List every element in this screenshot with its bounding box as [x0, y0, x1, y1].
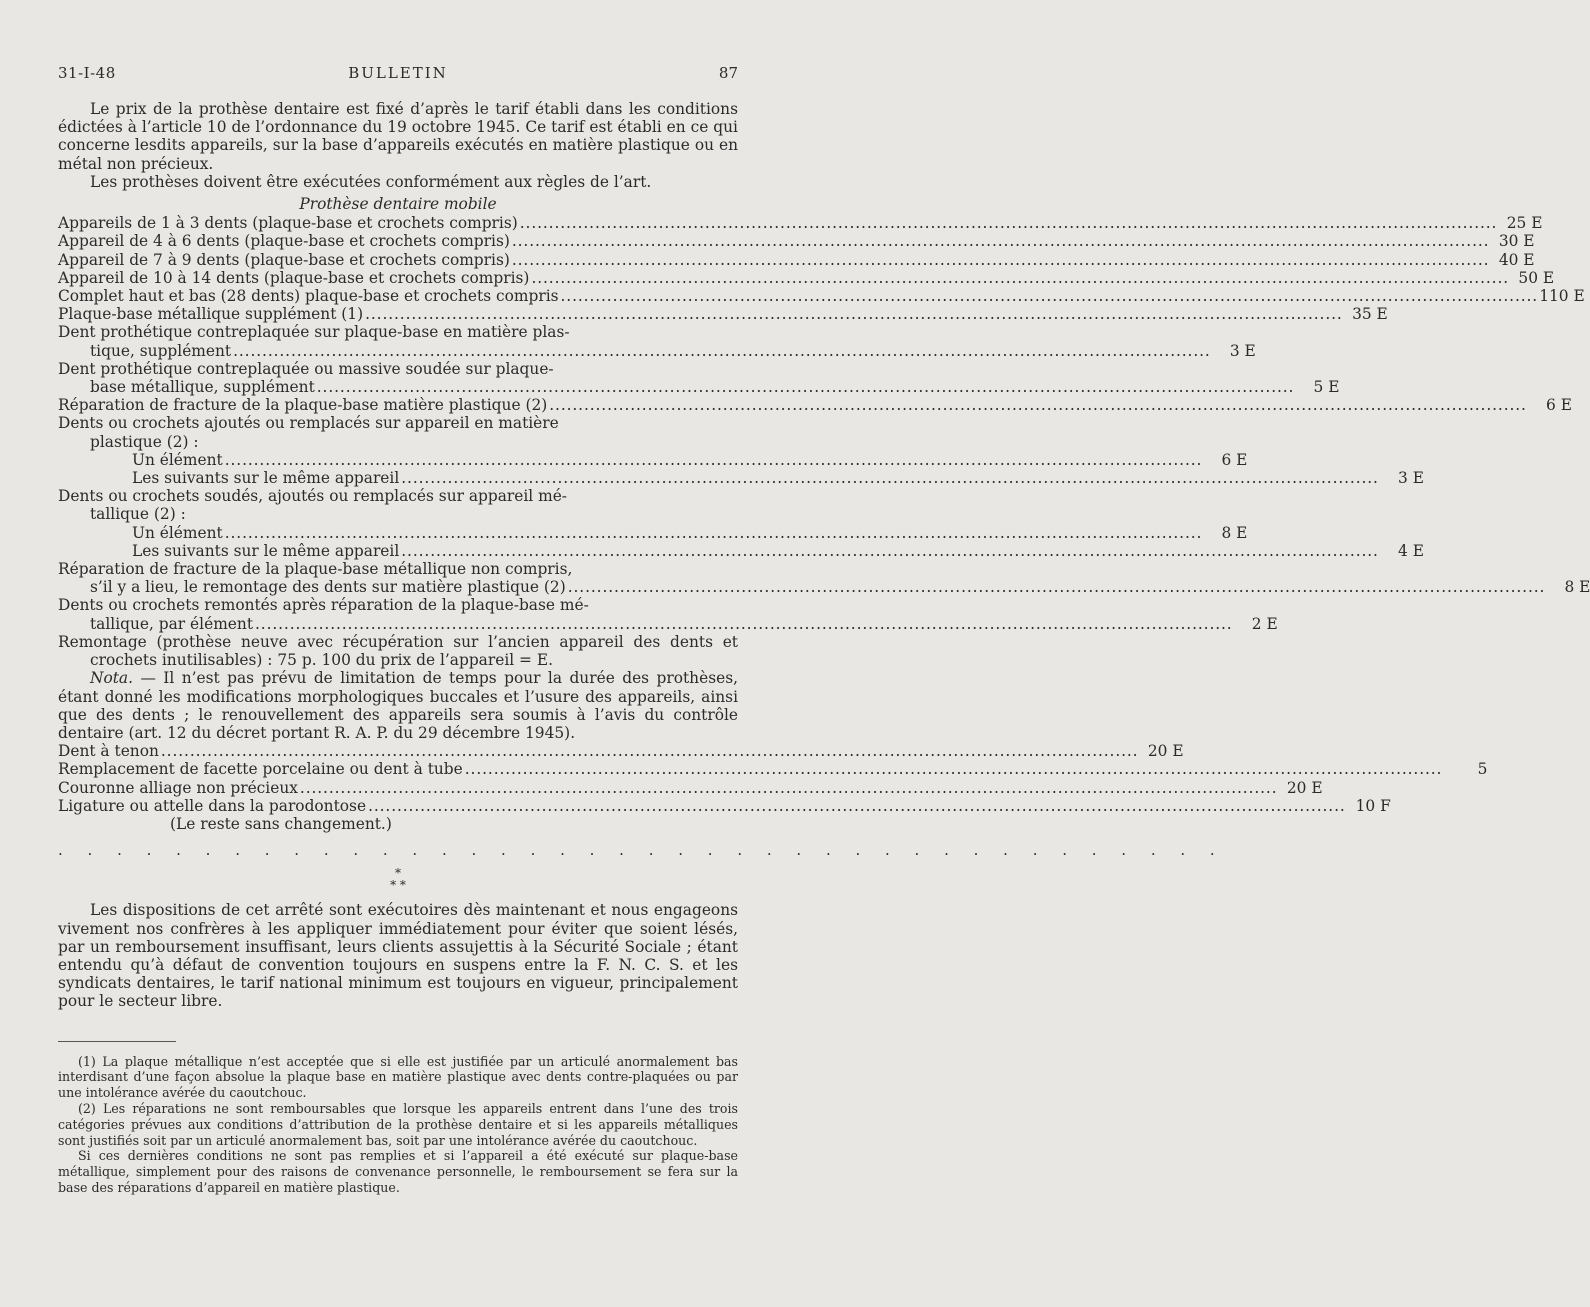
tariff-row: [58, 378, 1340, 397]
tariff-entry: [58, 323, 1256, 360]
tariff-label: Dent prothétique contreplaquée sur plaque-base en matière plas-: [58, 323, 570, 342]
tariff-label: Dents ou crochets soudés, ajoutés ou remplacés sur appareil mé-: [58, 487, 568, 506]
tariff-price: 5: [1477, 760, 1488, 779]
tariff-label: Les suivants sur le même appareil: [132, 469, 400, 488]
tariff-price: 8 E: [1564, 578, 1590, 597]
tariff-label: Couronne alliage non précieux: [58, 778, 298, 797]
tariff-price: 110 E: [1539, 287, 1585, 306]
footnote: (1) La plaque métallique n’est acceptée que si elle est justifiée par un articulé anormalement bas interdisant d’une façon absolue la plaque base en matière plastique avec dents contre-plaquées ou par une intolérance avérée du caoutchouc.: [58, 1053, 738, 1101]
remontage-entry: Remontage (prothèse neuve avec récupération sur l’ancien appareil des dents et crochets inutilisables) : 75 p. 100 du prix de l’appareil = E.: [58, 632, 738, 670]
nota-paragraph: [58, 669, 738, 742]
tariff-row: [58, 614, 1278, 633]
tariff-label: Un élément: [132, 450, 223, 469]
tariff-label: Ligature ou attelle dans la parodontose: [58, 796, 367, 815]
tariff-row: [58, 341, 1256, 360]
tariff-row: [58, 578, 1590, 597]
tariff-row: [58, 232, 1535, 251]
footnote-rule: [58, 1041, 176, 1042]
tariff-row: [58, 523, 1248, 542]
footnote: Si ces dernières conditions ne sont pas remplies et si l’appareil a été exécuté sur plaque-base métallique, simplement pour des raisons de convenance personnelle, le remboursement se fera sur la base des réparations d’appareil en matière plastique.: [58, 1148, 738, 1195]
tariff-label: tallique (2) :: [90, 505, 186, 524]
tariff-label: Les suivants sur le même appareil: [132, 541, 400, 560]
tariff-list: [58, 214, 1590, 670]
tariff-price: 20 E: [1147, 742, 1184, 761]
tariff-price: 5 E: [1313, 378, 1340, 397]
tariff-label: Appareils de 1 à 3 dents (plaque-base et crochets compris): [58, 214, 518, 233]
tariff-label: Réparation de fracture de la plaque-base matière plastique (2): [58, 396, 548, 415]
tariff-price: 3 E: [1398, 469, 1424, 488]
tariff-price: 50 E: [1518, 268, 1555, 287]
tariff-row: [58, 778, 1323, 797]
tariff-row: [58, 450, 1248, 469]
tariff-label: Complet haut et bas (28 dents) plaque-base et crochets compris: [58, 287, 559, 306]
tariff-label: tallique, par élément: [90, 614, 253, 633]
nota-text: — Il n’est pas prévu de limitation de temps pour la durée des prothèses, étant donné les modifications morphologiques buccales et l’usure des appareils, ainsi que des dents ; le renouvellement des appareils sera soumis à l’avis du contrôle dentaire (art. 12 du décret portant R. A. P. du 29 décembre 1945).: [58, 669, 738, 742]
section-subtitle: Prothèse dentaire mobile: [299, 195, 497, 214]
tariff-label: Appareil de 4 à 6 dents (plaque-base et crochets compris): [58, 232, 510, 251]
tariff-price: 10 F: [1355, 796, 1391, 815]
tariff-price: 4 E: [1398, 541, 1424, 560]
tariff-entry: [58, 596, 1278, 633]
tariff-label: Appareil de 10 à 14 dents (plaque-base et crochets compris): [58, 268, 530, 287]
tariff-row: [58, 268, 1555, 287]
tariff-label: Remplacement de facette porcelaine ou dent à tube: [58, 760, 463, 779]
tariff-row: [58, 214, 1543, 233]
tariff-row: [58, 469, 1424, 488]
tariff-price: 40 E: [1498, 250, 1535, 269]
tariff-label: Dent prothétique contreplaquée ou massive soudée sur plaque-: [58, 359, 554, 378]
intro-paragraph: Les prothèses doivent être exécutées conformément aux règles de l’art.: [90, 172, 652, 191]
tariff-price: 35 E: [1352, 305, 1388, 324]
tariff-row: [58, 287, 1585, 306]
tariff-entry: [58, 414, 1424, 488]
tariff-row: [58, 742, 1184, 761]
intro-paragraph: Le prix de la prothèse dentaire est fixé d’après le tarif établi dans les conditions édictées à l’article 10 de l’ordonnance du 19 octobre 1945. Ce tarif est établi en ce qui concerne lesdits appareils, sur la base d’appareils exécutés en matière plastique ou en métal non précieux.: [58, 100, 738, 173]
ellipsis-divider: . . . . . . . . . . . . . . . . . . . . . . . . . . . . . . . . . . . . . . . .: [58, 841, 1225, 860]
tariff-label: Réparation de fracture de la plaque-base métallique non compris,: [58, 560, 573, 579]
tariff-label: Un élément: [132, 523, 223, 542]
tariff-price: 6 E: [1221, 450, 1248, 469]
tariff-label: plastique (2) :: [90, 432, 199, 451]
asterism-divider: * * *: [390, 866, 406, 893]
tariff-entry: [58, 487, 1424, 560]
tariff-row: [58, 396, 1572, 415]
tariff-price: 3 E: [1229, 341, 1256, 360]
tariff-label: s’il y a lieu, le remontage des dents sur matière plastique (2): [90, 578, 566, 597]
footnotes: [58, 1054, 738, 1196]
tariff-price: 8 E: [1221, 523, 1248, 542]
tariff-row: [58, 796, 1391, 815]
tariff-label: tique, supplément: [90, 341, 232, 360]
running-header: [58, 64, 738, 86]
unchanged-note: (Le reste sans changement.): [170, 814, 392, 833]
tariff-row: [58, 541, 1424, 560]
tariff-list-2: [58, 742, 1488, 833]
tariff-label: Dent à tenon: [58, 742, 159, 761]
footnote: (2) Les réparations ne sont remboursables que lorsque les appareils entrent dans l’une des trois catégories prévues aux conditions d’attribution de la prothèse dentaire et si les appareils métalliques sont justifiés soit par un articulé anormalement bas, soit par une intolérance avérée du caoutchouc.: [58, 1100, 738, 1148]
nota-label: Nota.: [90, 669, 133, 688]
tariff-label: base métallique, supplément: [90, 378, 315, 397]
tariff-price: 30 E: [1498, 232, 1535, 251]
tariff-row: [58, 250, 1535, 269]
tariff-label: Dents ou crochets remontés après réparation de la plaque-base mé-: [58, 596, 589, 615]
tariff-price: 25 E: [1506, 214, 1543, 233]
page-number: 87: [718, 64, 738, 82]
tariff-label: Plaque-base métallique supplément (1): [58, 305, 364, 324]
tariff-row: [58, 305, 1388, 324]
main-text: [58, 100, 1590, 1196]
tariff-row: [58, 760, 1488, 779]
tariff-entry: [58, 359, 1340, 397]
tariff-entry: [58, 560, 1590, 597]
header-date: 31-I-48: [58, 64, 116, 82]
tariff-price: 6 E: [1546, 396, 1572, 415]
tariff-label: Dents ou crochets ajoutés ou remplacés sur appareil en matière: [58, 414, 559, 433]
conclusion-paragraph: Les dispositions de cet arrêté sont exécutoires dès maintenant et nous engageons vivement nos confrères à les appliquer immédiatement pour éviter que soient lésés, par un remboursement insuffisant, leurs clients assujettis à la Sécurité Sociale ; étant entendu qu’à défaut de convention toujours en suspens entre la F. N. C. S. et les syndicats dentaires, le tarif national minimum est toujours en vigueur, principalement pour le secteur libre.: [58, 901, 738, 1011]
tariff-price: 20 E: [1286, 778, 1323, 797]
tariff-price: 2 E: [1251, 614, 1278, 633]
tariff-label: Appareil de 7 à 9 dents (plaque-base et crochets compris): [58, 250, 510, 269]
header-title: BULLETIN: [348, 64, 448, 82]
